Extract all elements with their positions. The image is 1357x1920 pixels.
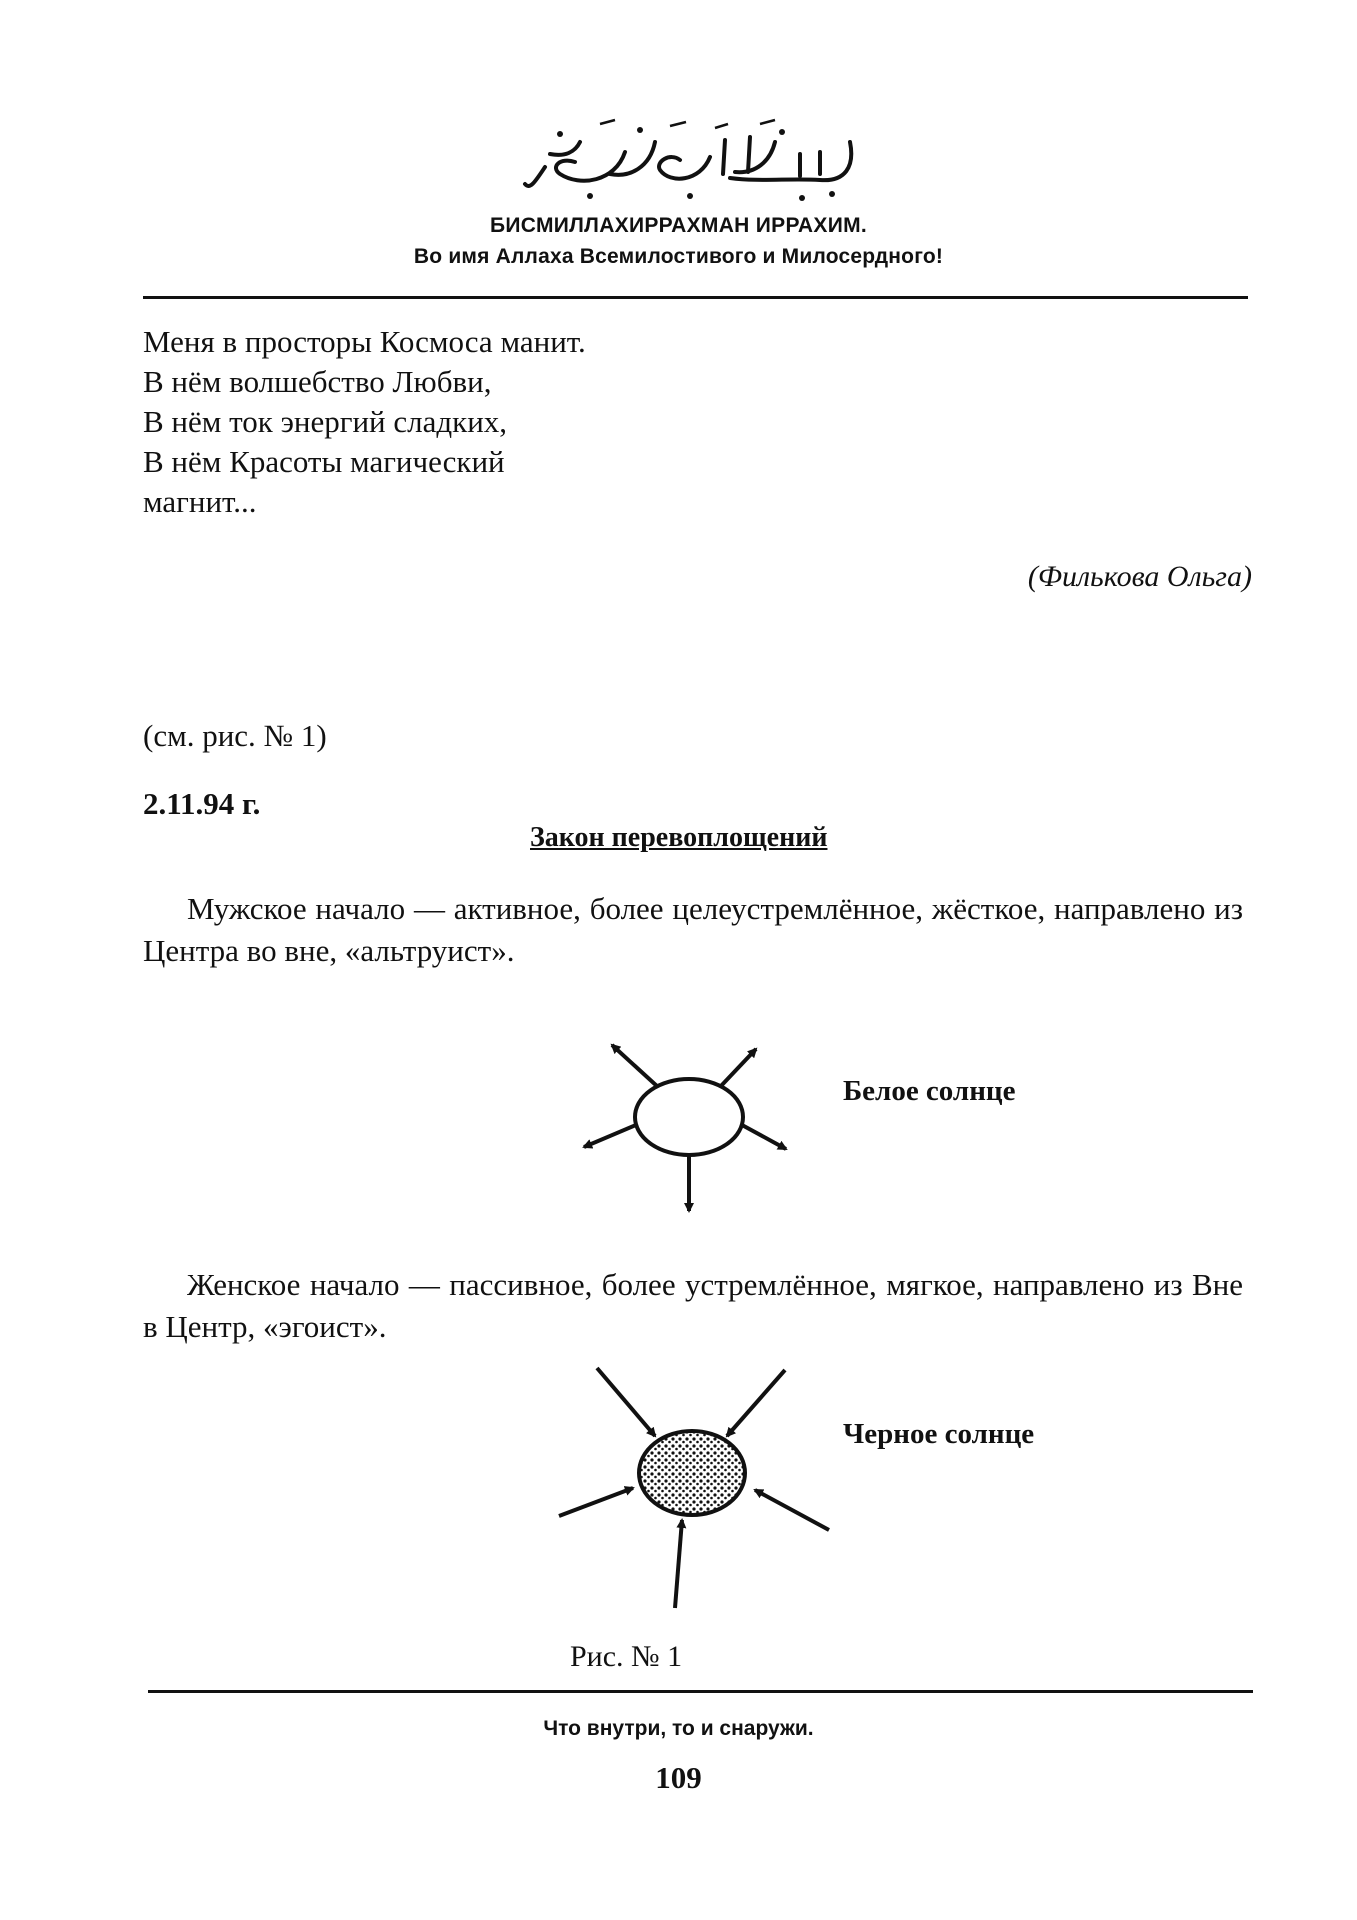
figure-caption: Рис. № 1 [570,1640,683,1673]
arrow-in [597,1368,655,1436]
poem-line: В нём ток энергий сладких, [143,404,508,439]
poem-author: (Филькова Ольга) [1027,560,1252,593]
arrow-in [727,1370,785,1436]
arrow-in [559,1488,633,1516]
bismillah-calligraphy [520,112,860,212]
header-divider [143,296,1248,299]
paragraph-text: Женское начало — пассивное, более устремлённое, мягкое, направлено из Вне в Центр, «эгоист». [143,1267,1243,1344]
entry-date: 2.11.94 г. [143,786,261,821]
poem-line: Меня в просторы Космоса манит. [143,324,586,359]
page-number: 109 [655,1760,702,1795]
poem-line: В нём Красоты магический [143,444,505,479]
white-sun-diagram [560,1015,820,1235]
black-sun-diagram [545,1360,835,1620]
section-title: Закон перевоплощений [530,822,828,853]
black-sun-disc [639,1431,745,1515]
paragraph-text: Мужское начало — активное, более целеустремлённое, жёсткое, направлено из Центра во вне, «альтруист». [143,891,1243,968]
arrow-out [612,1045,658,1087]
footer-divider [148,1690,1253,1693]
white-sun-label: Белое солнце [843,1075,1016,1107]
arrow-in [755,1490,829,1530]
paragraph-male [143,888,1243,972]
poem-line: В нём волшебство Любви, [143,364,492,399]
footer-motto: Что внутри, то и снаружи. [543,1717,814,1740]
bismillah-translation: Во имя Аллаха Всемилостивого и Милосердного! [413,245,944,268]
arrow-out [584,1125,636,1147]
arrow-out [720,1049,756,1087]
black-sun-label: Черное солнце [843,1418,1035,1450]
arrow-out [742,1125,786,1149]
poem-line: магнит... [143,484,257,519]
white-sun-disc [635,1079,743,1155]
arrow-in [675,1520,682,1608]
poem [143,322,586,522]
bismillah-transliteration: БИСМИЛЛАХИРРАХМАН ИРРАХИМ. [489,214,868,237]
figure-reference: (см. рис. № 1) [143,718,327,753]
paragraph-female [143,1264,1243,1348]
